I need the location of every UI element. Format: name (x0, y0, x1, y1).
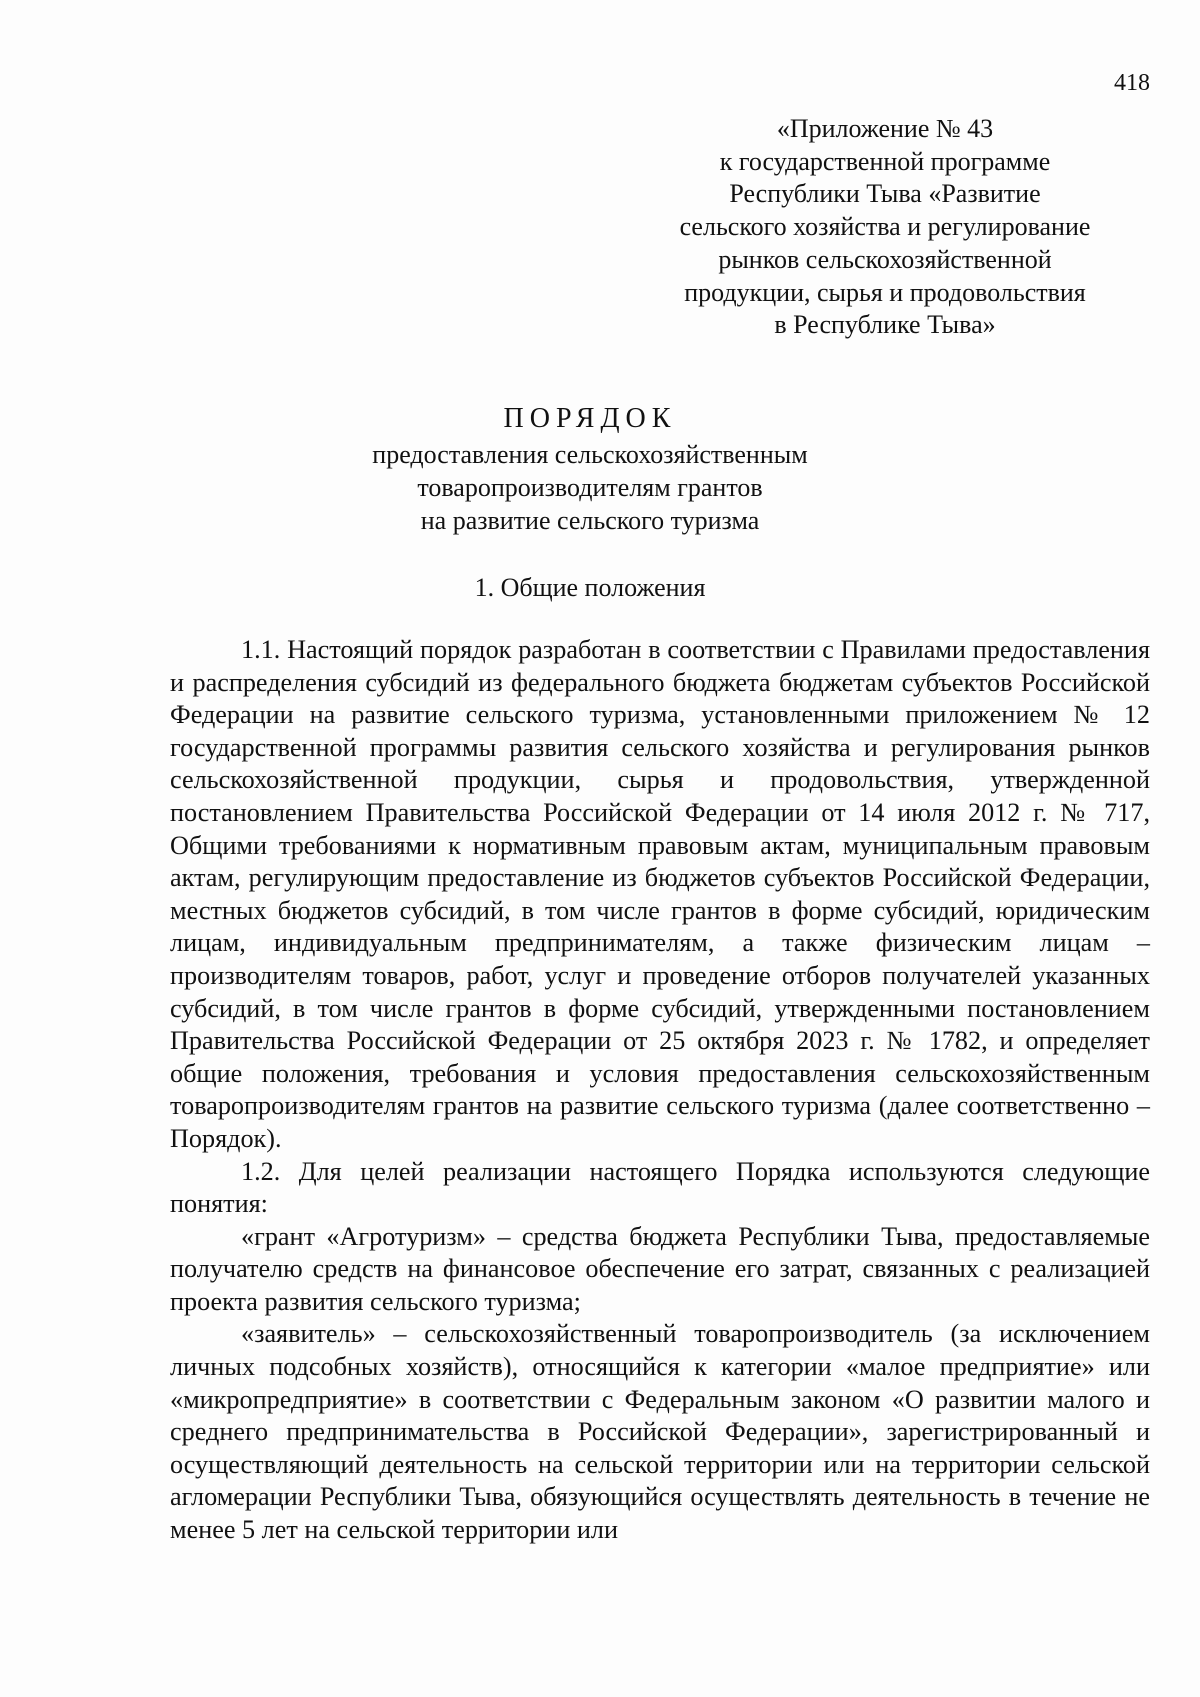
page-number: 418 (1114, 70, 1150, 96)
annex-line: продукции, сырья и продовольствия (684, 277, 1086, 307)
paragraph-1-1: 1.1. Настоящий порядок разработан в соответствии с Правилами предоставления и распределения субсидий из федерального бюджета бюджетам субъектов Российской Федерации на развитие сельского туризма, установленными приложением № 12 государственной программы развития сельского хозяйства и регулирования рынков сельскохозяйственной продукции, сырья и продовольствия, утвержденной постановлением Правительства Российской Федерации от 14 июля 2012 г. № 717, Общими требованиями к нормативным правовым актам, муниципальным правовым актам, регулирующим предоставление из бюджетов субъектов Российской Федерации, местных бюджетов субсидий, в том числе грантов в форме субсидий, юридическим лицам, индивидуальным предпринимателям, а также физическим лицам – производителям товаров, работ, услуг и проведение отборов получателей указанных субсидий, в том числе грантов в форме субсидий, утвержденными постановлением Правительства Российской Федерации от 25 октября 2023 г. № 1782, и определяет общие положения, требования и условия предоставления сельскохозяйственным товаропроизводителям грантов на развитие сельского туризма (далее соответственно – Порядок). (170, 635, 1150, 1153)
title-line: товаропроизводителям грантов (417, 473, 763, 502)
annex-header (655, 113, 1115, 342)
annex-line: рынков сельскохозяйственной (718, 244, 1052, 274)
title-line: предоставления сельскохозяйственным (372, 440, 808, 469)
definition-applicant: «заявитель» – сельскохозяйственный товаропроизводитель (за исключением личных подсобных хозяйств), относящийся к категории «малое предприятие» или «микропредприятие» в соответствии с Федеральным законом «О развитии малого и среднего предпринимательства в Российской Федерации», зарегистрированный и осуществляющий деятельность на сельской территории или на территории сельской агломерации Республики Тыва, обязующийся осуществлять деятельность в течение не менее 5 лет на сельской территории или (170, 1319, 1150, 1545)
section-heading: 1. Общие положения (474, 573, 706, 602)
annex-line: Республики Тыва «Развитие (729, 179, 1041, 209)
title-line: на развитие сельского туризма (420, 506, 760, 535)
body-text (170, 634, 1150, 1547)
annex-line: сельского хозяйства и регулирование (679, 212, 1091, 242)
paragraph-1-2: 1.2. Для целей реализации настоящего Порядка используются следующие понятия: (170, 1156, 1150, 1219)
annex-line: «Приложение № 43 (776, 114, 994, 143)
annex-line: к государственной программе (719, 146, 1051, 176)
definition-grant: «грант «Агротуризм» – средства бюджета Республики Тыва, предоставляемые получателю средств на финансовое обеспечение его затрат, связанных с реализацией проекта развития сельского туризма; (170, 1221, 1150, 1316)
title-main: ПОРЯДОК (503, 403, 677, 434)
document-title (170, 402, 1010, 537)
annex-line: в Республике Тыва» (774, 310, 996, 340)
